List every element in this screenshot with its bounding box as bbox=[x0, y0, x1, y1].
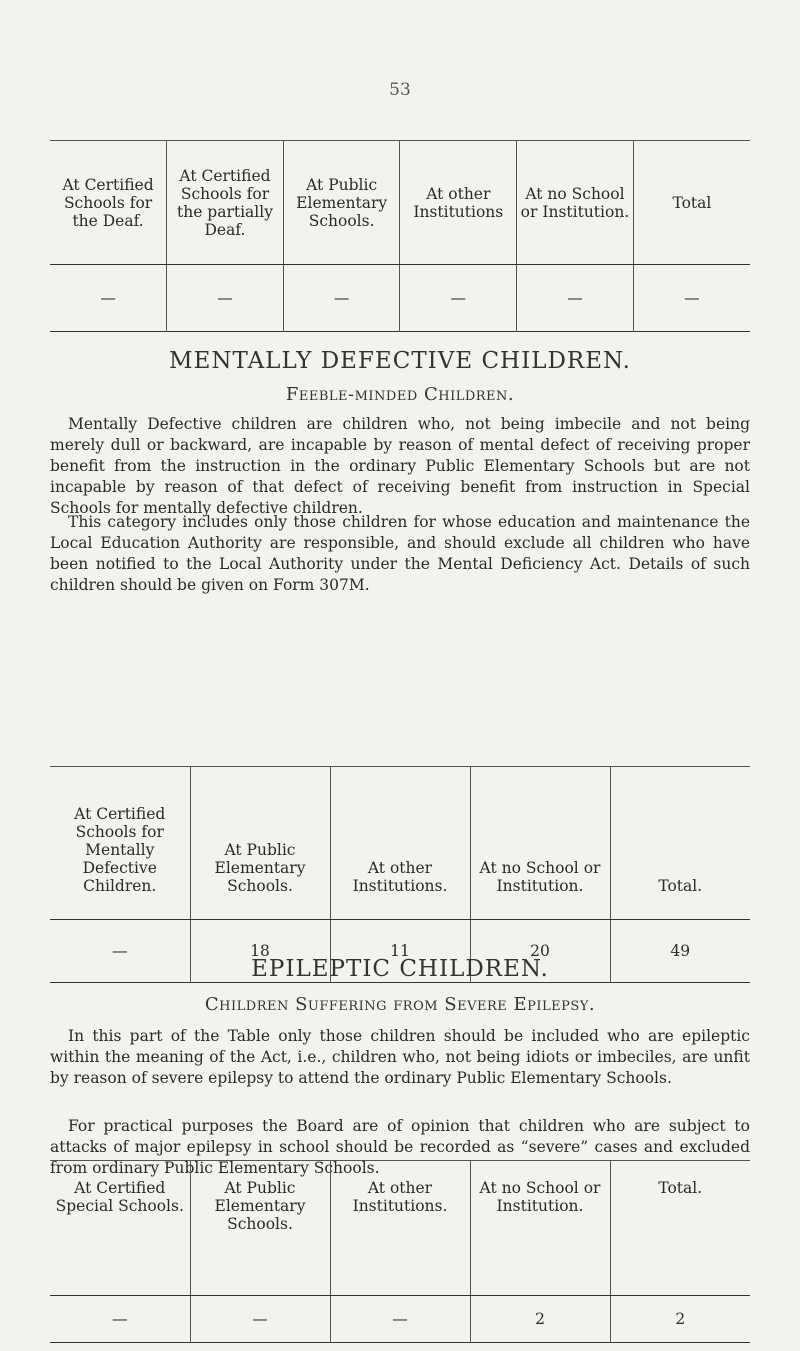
table-cell: 18 bbox=[190, 920, 330, 983]
deaf-children-table bbox=[50, 140, 750, 332]
paragraph: For practical purposes the Board are of opinion that children who are subject to attacks of major epilepsy in school should be recorded as “severe” cases and excluded from ordinary Public Elementary Schools. bbox=[50, 1117, 750, 1177]
table-header-cell: At Certified Special Schools. bbox=[50, 1161, 190, 1296]
table-header-cell: At other Institutions. bbox=[330, 767, 470, 920]
table-cell: — bbox=[330, 1296, 470, 1343]
table-header-cell: At Public Elementary Schools. bbox=[190, 767, 330, 920]
table-cell: 20 bbox=[470, 920, 610, 983]
table-header-row bbox=[50, 141, 750, 265]
table-header-cell: At other Institutions. bbox=[330, 1161, 470, 1296]
table-cell: — bbox=[190, 1296, 330, 1343]
table-header-row bbox=[50, 767, 750, 920]
table-header-cell: At no School or Institution. bbox=[517, 141, 634, 265]
section-subtitle-severe-epilepsy: Children Suffering from Severe Epilepsy. bbox=[204, 994, 596, 1015]
table-row bbox=[50, 1296, 750, 1343]
table-header-cell: At Public Elementary Schools. bbox=[190, 1161, 330, 1296]
section-subtitle-feeble-minded: Feeble-minded Children. bbox=[285, 384, 515, 405]
table-cell: — bbox=[112, 942, 128, 960]
table-cell: — bbox=[112, 1310, 128, 1328]
table-row bbox=[50, 265, 750, 332]
section-title-epileptic: EPILEPTIC CHILDREN. bbox=[251, 956, 549, 982]
table-cell: 2 bbox=[610, 1296, 750, 1343]
paragraph: In this part of the Table only those children should be included who are epileptic within the meaning of the Act, i.e., children who, not being idiots or imbeciles, are unfit by reason of severe epilepsy to attend the ordinary Public Elementary Schools. bbox=[50, 1027, 750, 1087]
mentally-defective-table bbox=[50, 766, 750, 983]
table-cell: — bbox=[167, 265, 284, 332]
table-cell: 2 bbox=[470, 1296, 610, 1343]
table-cell: — bbox=[100, 289, 116, 307]
table-header-cell: At other Institutions bbox=[400, 141, 517, 265]
table-cell: — bbox=[283, 265, 400, 332]
table-header-cell: At Certified Schools for Mentally Defective Children. bbox=[50, 767, 190, 920]
paragraph: This category includes only those children for whose education and maintenance the Local Education Authority are responsible, and should exclude all children who have been notified to the Local Authority under the Mental Deficiency Act. Details of such children should be given on Form 307M. bbox=[50, 513, 750, 594]
epileptic-table bbox=[50, 1160, 750, 1343]
table-header-cell: Total bbox=[633, 141, 750, 265]
table-header-cell: At Certified Schools for the partially Deaf. bbox=[167, 141, 284, 265]
table-header-row bbox=[50, 1161, 750, 1296]
table-cell: — bbox=[517, 265, 634, 332]
table-header-cell: At no School or Institution. bbox=[470, 767, 610, 920]
page-number: 53 bbox=[389, 80, 411, 100]
table-header-cell: Total. bbox=[610, 1161, 750, 1296]
table-header-cell: At Public Elementary Schools. bbox=[283, 141, 400, 265]
table-cell: — bbox=[633, 265, 750, 332]
table-cell: 11 bbox=[330, 920, 470, 983]
table-header-cell: At no School or Institution. bbox=[470, 1161, 610, 1296]
section-title-mentally-defective: MENTALLY DEFECTIVE CHILDREN. bbox=[169, 348, 631, 374]
paragraph: Mentally Defective children are children who, not being imbecile and not being merely dull or backward, are incapable by reason of mental defect of receiving proper benefit from the instruction in the ordinary Public Elementary Schools but are not incapable by reason of that defect of receiving benefit from instruction in Special Schools for mentally defective children. bbox=[50, 415, 750, 517]
table-header-cell: Total. bbox=[610, 767, 750, 920]
table-cell: 49 bbox=[610, 920, 750, 983]
table-header-cell: At Certified Schools for the Deaf. bbox=[50, 141, 167, 265]
table-cell: — bbox=[400, 265, 517, 332]
